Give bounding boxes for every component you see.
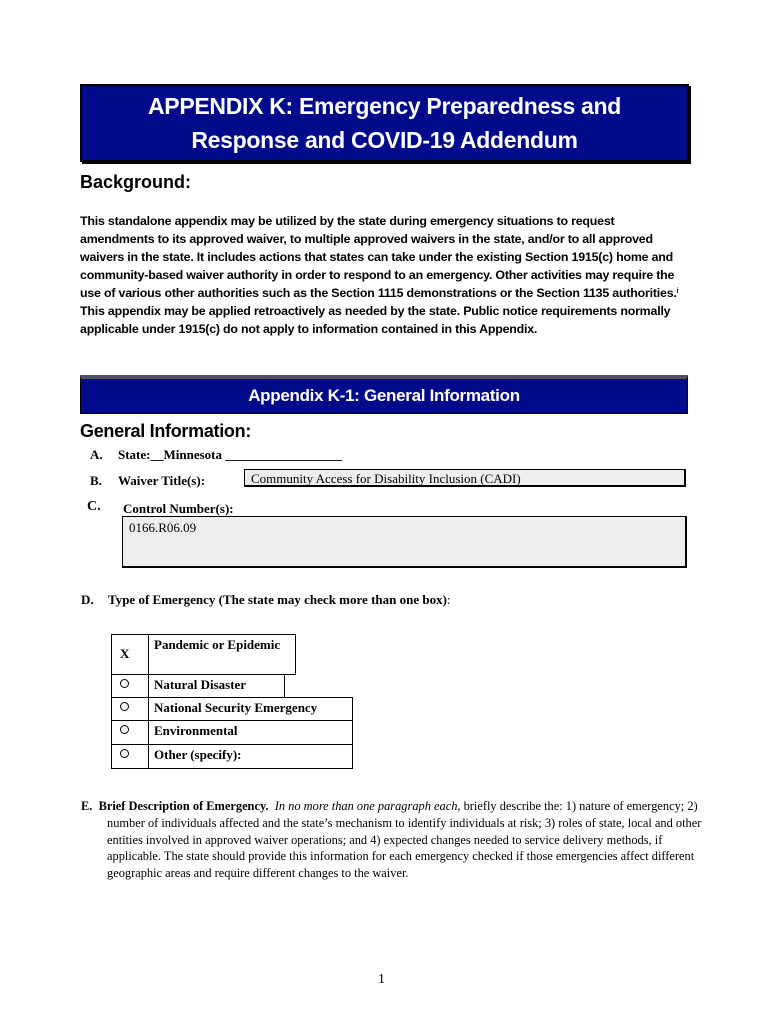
waiver-title-field[interactable]: Community Access for Disability Inclusion (CADI): [244, 469, 686, 487]
brief-description-italic: In no more than one paragraph each: [274, 799, 458, 813]
background-paragraph: [80, 212, 680, 338]
national-security-option-label: National Security Emergency: [148, 697, 353, 721]
other-radio[interactable]: [111, 744, 149, 769]
item-d-letter: D.: [81, 592, 94, 607]
radio-circle-icon: [120, 702, 129, 711]
waiver-title-label: Waiver Title(s):: [118, 473, 206, 488]
background-heading: Background:: [80, 172, 192, 192]
natural-disaster-radio[interactable]: [111, 674, 149, 698]
k1-section-banner: [80, 375, 688, 414]
emergency-type-label: Type of Emergency (The state may check more than one box): [108, 592, 447, 607]
radio-circle-icon: [120, 679, 129, 688]
brief-description-text: , briefly describe the: 1) nature of emergency; 2) number of individuals affected and the state’s mechanism to identify individuals at risk; 3) roles of state, local and other entities involved in approved waiver operations; and 4) expected changes needed to service delivery methods, if applicable. The state should provide this information for each emergency checked if those emergencies affect different geographic areas and require different changes to the waiver.: [107, 799, 702, 881]
pandemic-checkbox[interactable]: [111, 634, 149, 675]
brief-description-paragraph: [81, 798, 719, 882]
k1-section-title: Appendix K-1: General Information: [248, 386, 520, 405]
item-c-letter: C.: [87, 499, 101, 514]
background-text-2: This appendix may be applied retroactively as needed by the state. Public notice requirements normally applicable under 1915(c) do not apply to information contained in this Appendix.: [80, 304, 671, 336]
natural-disaster-option-label: Natural Disaster: [148, 674, 285, 698]
environmental-option-label: Environmental: [148, 720, 353, 745]
appendix-title-line2: Response and COVID-19 Addendum: [191, 127, 578, 153]
background-text-1: This standalone appendix may be utilized by the state during emergency situations to request amendments to its approved waiver, to multiple approved waivers in the state, and/or to all approved waivers in the state. It includes actions that states can take under the existing Section 1915(c) home and community-based waiver authority in order to respond to an emergency. Other activities may require the use of various other authorities such as the Section 1115 demonstrations or the Section 1135 authorities.: [80, 214, 677, 300]
item-a-letter: A.: [90, 447, 103, 462]
item-e-letter: E.: [81, 799, 93, 813]
control-number-label: Control Number(s):: [123, 501, 234, 516]
brief-description-label: Brief Description of Emergency.: [98, 799, 269, 813]
pandemic-check-mark: X: [120, 646, 130, 661]
page-number: 1: [378, 972, 385, 987]
general-info-heading: General Information:: [80, 421, 252, 441]
other-option-label: Other (specify):: [148, 744, 353, 769]
emergency-type-prompt: [108, 592, 451, 608]
appendix-title-banner: [80, 84, 689, 162]
emergency-type-colon: :: [446, 592, 451, 607]
footnote-mark[interactable]: i: [676, 288, 679, 295]
radio-circle-icon: [120, 725, 129, 734]
national-security-radio[interactable]: [111, 697, 149, 721]
appendix-title-line1: APPENDIX K: Emergency Preparedness and: [147, 93, 622, 119]
state-field: State:__Minnesota __________________: [118, 447, 343, 462]
radio-circle-icon: [120, 749, 129, 758]
environmental-radio[interactable]: [111, 720, 149, 745]
item-b-letter: B.: [90, 473, 102, 488]
pandemic-option-label: Pandemic or Epidemic: [148, 634, 296, 675]
control-number-field[interactable]: 0166.R06.09: [122, 516, 687, 568]
